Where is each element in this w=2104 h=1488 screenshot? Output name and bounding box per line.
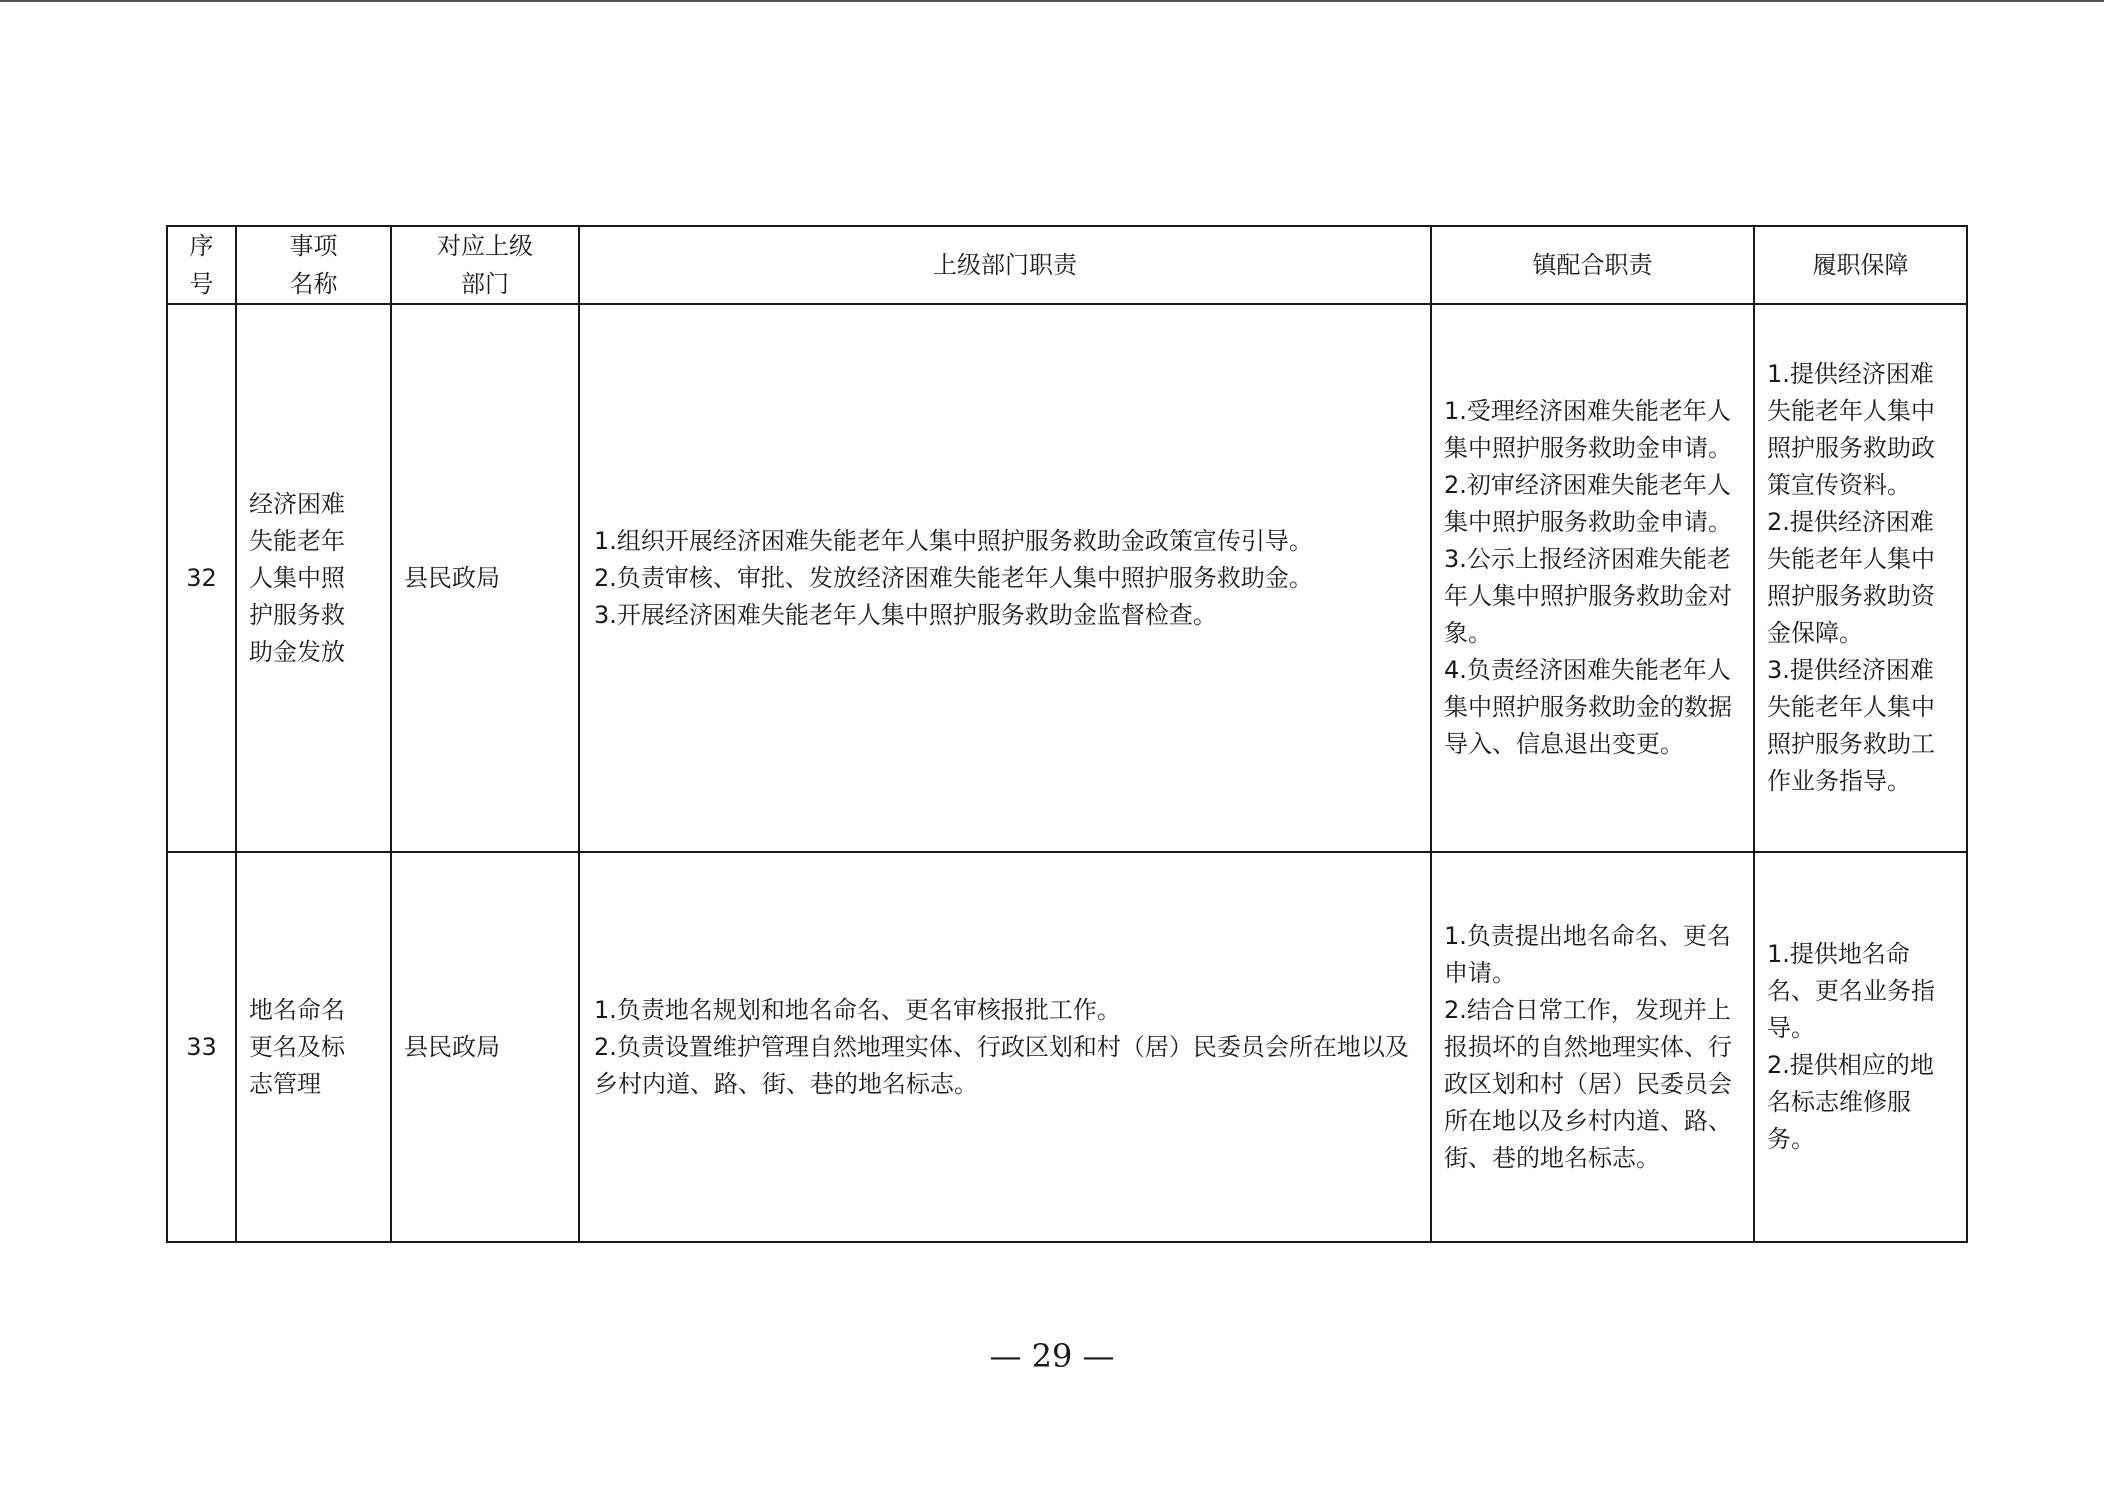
header-upper-duty: 上级部门职责 [579, 226, 1431, 304]
cell-dept: 县民政局 [391, 852, 579, 1242]
cell-town-duty: 1.受理经济困难失能老年人集中照护服务救助金申请。 2.初审经济困难失能老年人集中照护服务救助金申请。 3.公示上报经济困难失能老年人集中照护服务救助金对象。 4.负责经济困难失能老年人集中照护服务救助金的数据导入、信息退出变更。 [1431, 304, 1754, 852]
table-row [167, 304, 1967, 852]
duty-table [166, 225, 1968, 1243]
header-dept: 对应上级 部门 [391, 226, 579, 304]
page-number: — 29 — [989, 1337, 1115, 1375]
header-item: 事项 名称 [236, 226, 391, 304]
table-header-row [167, 226, 1967, 304]
header-guarantee: 履职保障 [1754, 226, 1967, 304]
page-top-rule [0, 0, 2104, 2]
cell-upper-duty: 1.组织开展经济困难失能老年人集中照护服务救助金政策宣传引导。 2.负责审核、审批、发放经济困难失能老年人集中照护服务救助金。 3.开展经济困难失能老年人集中照护服务救助金监督检查。 [579, 304, 1431, 852]
cell-guarantee: 1.提供地名命名、更名业务指导。 2.提供相应的地名标志维修服务。 [1754, 852, 1967, 1242]
header-town-duty: 镇配合职责 [1431, 226, 1754, 304]
cell-item: 经济困难 失能老年 人集中照 护服务救 助金发放 [236, 304, 391, 852]
cell-seq: 32 [167, 304, 236, 852]
cell-guarantee: 1.提供经济困难失能老年人集中照护服务救助政策宣传资料。 2.提供经济困难失能老年人集中照护服务救助资金保障。 3.提供经济困难失能老年人集中照护服务救助工作业务指导。 [1754, 304, 1967, 852]
cell-item: 地名命名 更名及标 志管理 [236, 852, 391, 1242]
header-seq: 序 号 [167, 226, 236, 304]
table-row [167, 852, 1967, 1242]
cell-seq: 33 [167, 852, 236, 1242]
cell-town-duty: 1.负责提出地名命名、更名申请。 2.结合日常工作，发现并上报损坏的自然地理实体、行政区划和村（居）民委员会所在地以及乡村内道、路、街、巷的地名标志。 [1431, 852, 1754, 1242]
cell-dept: 县民政局 [391, 304, 579, 852]
cell-upper-duty: 1.负责地名规划和地名命名、更名审核报批工作。 2.负责设置维护管理自然地理实体、行政区划和村（居）民委员会所在地以及乡村内道、路、街、巷的地名标志。 [579, 852, 1431, 1242]
